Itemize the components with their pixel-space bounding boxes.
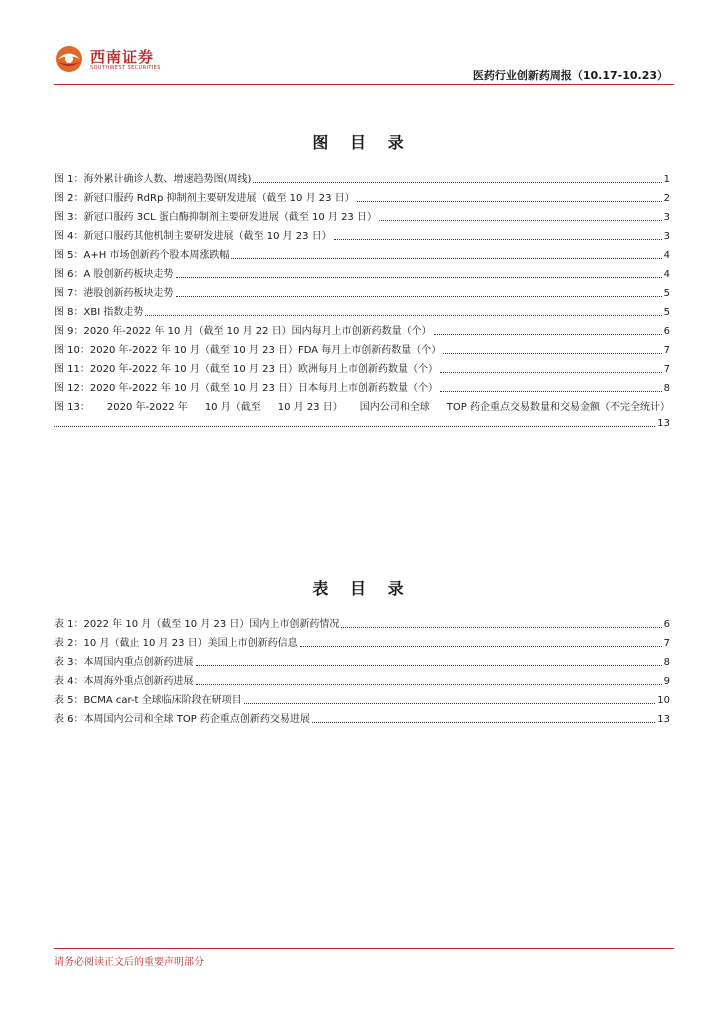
- toc-entry-page[interactable]: 8: [663, 383, 670, 394]
- toc-entry-page[interactable]: 1: [663, 174, 670, 185]
- toc-entry-label[interactable]: 图 10：2020 年-2022 年 10 月（截至 10 月 23 日）FDA 每月上市创新药数量（个）: [54, 345, 442, 356]
- toc-entry-label[interactable]: 图 2：新冠口服药 RdRp 抑制剂主要研发进展（截至 10 月 23 日）: [54, 193, 355, 204]
- figures-toc-title: 图 目 录: [312, 133, 412, 152]
- toc-entry-label[interactable]: 图 6：A 股创新药板块走势: [54, 269, 174, 280]
- figure-toc-entry[interactable]: [54, 281, 670, 300]
- table-toc-entry[interactable]: [54, 612, 670, 631]
- company-logo: [54, 44, 164, 76]
- figure-toc-entry-continuation[interactable]: [54, 414, 670, 430]
- toc-entry-label-part[interactable]: TOP 药企重点交易数量和交易金额（不完全统计）: [446, 402, 670, 413]
- dot-leader: [434, 334, 662, 335]
- toc-entry-label-part[interactable]: 2020 年-2022 年: [106, 402, 188, 413]
- toc-entry-label-part[interactable]: 国内公司和全球: [359, 402, 430, 413]
- dot-leader: [379, 220, 662, 221]
- toc-entry-label[interactable]: 表 3：本周国内重点创新药进展: [54, 657, 194, 668]
- dot-leader: [440, 372, 662, 373]
- toc-entry-page[interactable]: 6: [663, 619, 670, 630]
- toc-entry-page[interactable]: 7: [663, 638, 670, 649]
- dot-leader: [244, 703, 656, 704]
- tables-toc-title: 表 目 录: [312, 579, 412, 598]
- toc-entry-label[interactable]: 图 9：2020 年-2022 年 10 月（截至 10 月 22 日）国内每月上市创新药数量（个）: [54, 326, 432, 337]
- toc-entry-page[interactable]: 9: [663, 676, 670, 687]
- figure-toc-entry[interactable]: [54, 300, 670, 319]
- dot-leader: [196, 684, 662, 685]
- tables-toc: [54, 612, 670, 726]
- dot-leader: [176, 296, 662, 297]
- toc-entry-page[interactable]: 6: [663, 326, 670, 337]
- toc-entry-label[interactable]: 表 6：本周国内公司和全球 TOP 药企重点创新药交易进展: [54, 714, 310, 725]
- toc-entry-page[interactable]: 10: [657, 695, 670, 706]
- dot-leader: [443, 353, 661, 354]
- footer-divider: [54, 948, 674, 949]
- dot-leader: [312, 722, 655, 723]
- toc-entry-page[interactable]: 13: [657, 714, 670, 725]
- toc-entry-page[interactable]: 5: [663, 307, 670, 318]
- toc-entry-label-part[interactable]: 图 13：: [54, 402, 90, 413]
- figure-toc-entry[interactable]: [54, 224, 670, 243]
- dot-leader: [196, 665, 662, 666]
- toc-entry-label-part[interactable]: 10 月 23 日）: [277, 402, 343, 413]
- toc-entry-page[interactable]: 7: [663, 364, 670, 375]
- dot-leader: [341, 627, 661, 628]
- dot-leader: [334, 239, 662, 240]
- toc-entry-page[interactable]: 2: [663, 193, 670, 204]
- dot-leader: [54, 426, 655, 427]
- table-toc-entry[interactable]: [54, 669, 670, 688]
- dot-leader: [357, 201, 662, 202]
- toc-entry-label[interactable]: 图 12：2020 年-2022 年 10 月（截至 10 月 23 日）日本每月上市创新药数量（个）: [54, 383, 439, 394]
- toc-entry-label[interactable]: 图 4：新冠口服药其他机制主要研发进展（截至 10 月 23 日）: [54, 231, 332, 242]
- toc-entry-label[interactable]: 表 1：2022 年 10 月（截至 10 月 23 日）国内上市创新药情况: [54, 619, 340, 630]
- figures-toc: [54, 167, 670, 430]
- toc-entry-page[interactable]: 8: [663, 657, 670, 668]
- toc-entry-page[interactable]: 7: [663, 345, 670, 356]
- figure-toc-entry[interactable]: [54, 338, 670, 357]
- figure-toc-entry[interactable]: [54, 319, 670, 338]
- figure-toc-entry[interactable]: [54, 186, 670, 205]
- header-divider: [54, 84, 674, 85]
- dot-leader: [231, 258, 661, 259]
- report-title: 医药行业创新药周报（10.17-10.23）: [472, 69, 668, 82]
- toc-entry-label[interactable]: 表 4：本周海外重点创新药进展: [54, 676, 194, 687]
- company-logo-emblem: [54, 44, 84, 74]
- footer-disclaimer: 请务必阅读正文后的重要声明部分: [54, 957, 204, 968]
- figure-toc-entry[interactable]: [54, 395, 670, 414]
- toc-entry-label[interactable]: 图 3：新冠口服药 3CL 蛋白酶抑制剂主要研发进展（截至 10 月 23 日）: [54, 212, 377, 223]
- dot-leader: [176, 277, 662, 278]
- toc-entry-label-part[interactable]: 10 月（截至: [204, 402, 261, 413]
- toc-entry-label[interactable]: 表 2：10 月（截止 10 月 23 日）美国上市创新药信息: [54, 638, 298, 649]
- toc-entry-page[interactable]: 3: [663, 212, 670, 223]
- figure-toc-entry[interactable]: [54, 167, 670, 186]
- toc-entry-page[interactable]: 4: [663, 250, 670, 261]
- dot-leader: [253, 182, 661, 183]
- figure-toc-entry[interactable]: [54, 262, 670, 281]
- figure-toc-entry[interactable]: [54, 243, 670, 262]
- table-toc-entry[interactable]: [54, 650, 670, 669]
- toc-entry-page[interactable]: 5: [663, 288, 670, 299]
- table-toc-entry[interactable]: [54, 707, 670, 726]
- dot-leader: [440, 391, 662, 392]
- toc-entry-page[interactable]: 4: [663, 269, 670, 280]
- table-toc-entry[interactable]: [54, 688, 670, 707]
- toc-entry-label[interactable]: 图 1：海外累计确诊人数、增速趋势图(周线): [54, 174, 252, 185]
- toc-entry-label[interactable]: 图 8：XBI 指数走势: [54, 307, 144, 318]
- toc-entry-page[interactable]: 3: [663, 231, 670, 242]
- table-toc-entry[interactable]: [54, 631, 670, 650]
- figure-toc-entry[interactable]: [54, 376, 670, 395]
- company-name-cn: 西南证券: [90, 48, 155, 66]
- figure-toc-entry[interactable]: [54, 205, 670, 224]
- toc-entry-label[interactable]: 图 7：港股创新药板块走势: [54, 288, 174, 299]
- toc-entry-page[interactable]: 13: [657, 418, 670, 429]
- toc-entry-label[interactable]: 表 5：BCMA car-t 全球临床阶段在研项目: [54, 695, 242, 706]
- dot-leader: [300, 646, 662, 647]
- toc-entry-label[interactable]: 图 11：2020 年-2022 年 10 月（截至 10 月 23 日）欧洲每月上市创新药数量（个）: [54, 364, 439, 375]
- company-name-en: SOUTHWEST SECURITIES: [90, 65, 161, 71]
- dot-leader: [145, 315, 661, 316]
- toc-entry-label[interactable]: 图 5：A+H 市场创新药个股本周涨跌幅: [54, 250, 230, 261]
- figure-toc-entry[interactable]: [54, 357, 670, 376]
